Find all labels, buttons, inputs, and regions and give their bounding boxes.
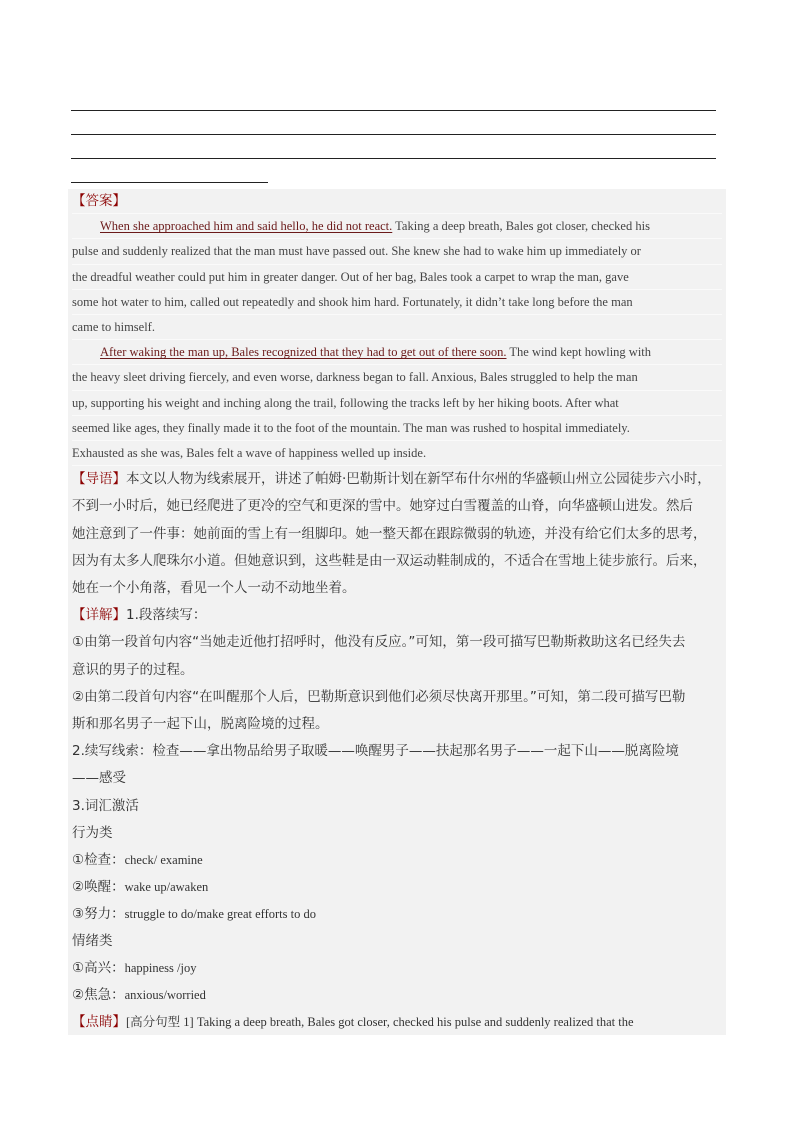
answer-p2-line — [72, 441, 722, 466]
action-heading: 行为类 — [72, 824, 113, 841]
guide-line: 因为有太多人爬珠尔小道。但她意识到，这些鞋是由一双运动鞋制成的，不适合在雪地上徒步旅行。后来， — [72, 552, 707, 569]
vocab-cn: ①高兴： — [72, 960, 125, 977]
vocab-cn: ②焦急： — [72, 987, 125, 1004]
answer-text: The wind kept howling with — [506, 345, 652, 360]
answer-text: the heavy sleet driving fiercely, and even worse, darkness began to fall. Anxious, Bales struggled to help the man — [72, 370, 638, 385]
guide-text: 本文以人物为线索展开，讲述了帕姆·巴勒斯计划在新罕布什尔州的华盛顿山州立公园徒步六小时， — [126, 471, 711, 488]
detail-tag: 【详解】 — [72, 607, 126, 624]
answer-p2-line — [72, 365, 722, 390]
vocab-cn: ②唤醒： — [72, 879, 125, 896]
vocab-en: check/ examine — [124, 853, 203, 868]
guide-tag: 【导语】 — [72, 471, 126, 488]
writing-line-4 — [71, 182, 268, 183]
answer-p1-line — [72, 239, 722, 264]
guide-line — [72, 466, 722, 493]
writing-line-3 — [71, 158, 716, 159]
highlight-line — [72, 1009, 722, 1035]
answer-text: the dreadful weather could put him in greater danger. Out of her bag, Bales took a carpet to wrap the man, gave — [72, 269, 629, 284]
clue-line: 2.续写线索：检查——拿出物品给男子取暖——唤醒男子——扶起那名男子——一起下山——脱离险境 — [72, 743, 679, 760]
guide-line: 她在一个小角落，看见一个人一动不动地坐着。 — [72, 580, 356, 597]
writing-line-1 — [71, 110, 716, 111]
detail-heading — [72, 602, 722, 629]
vocab-item — [72, 982, 722, 1009]
answer-p1-line — [72, 290, 722, 315]
highlight-text: [高分句型 1] Taking a deep breath, Bales got closer, checked his pulse and suddenly realized that the — [126, 1015, 634, 1030]
guide-line: 不到一小时后，她已经爬进了更冷的空气和更深的雪中。她穿过白雪覆盖的山脊，向华盛顿山进发。然后 — [72, 498, 693, 515]
answer-p1-line — [72, 315, 722, 340]
answer-p1-line — [72, 265, 722, 290]
answer-text: Exhausted as she was, Bales felt a wave of happiness welled up inside. — [72, 446, 427, 461]
answer-heading — [72, 189, 722, 214]
answer-text: pulse and suddenly realized that the man must have passed out. She knew she had to wake him up immediately or — [72, 244, 641, 259]
detail-p2-line: ②由第二段首句内容“在叫醒那个人后，巴勒斯意识到他们必须尽快离开那里。”可知，第二段可描写巴勒 — [72, 688, 686, 705]
detail-p1-line: 意识的男子的过程。 — [72, 661, 194, 678]
vocab-item — [72, 847, 722, 874]
answer-p2-opening: After waking the man up, Bales recognized that they had to get out of there soon. — [100, 345, 507, 360]
detail-heading-text: 1.段落续写： — [126, 607, 207, 624]
answer-p1-line — [72, 214, 722, 239]
vocab-en: wake up/awaken — [124, 880, 209, 895]
clue-line: ——感受 — [72, 770, 126, 787]
vocab-en: happiness /joy — [124, 961, 197, 976]
vocab-en: struggle to do/make great efforts to do — [124, 907, 316, 922]
writing-line-2 — [71, 134, 716, 135]
answer-p2-line — [72, 340, 722, 365]
answer-tag: 【答案】 — [72, 193, 126, 208]
answer-text: Taking a deep breath, Bales got closer, checked his — [392, 219, 650, 234]
vocab-cn: ①检查： — [72, 852, 125, 869]
answer-p2-line — [72, 416, 722, 441]
highlight-tag: 【点睛】 — [72, 1014, 126, 1031]
detail-p2-line: 斯和那名男子一起下山，脱离险境的过程。 — [72, 716, 329, 733]
guide-line: 她注意到了一件事：她前面的雪上有一组脚印。她一整天都在跟踪微弱的轨迹，并没有给它们太多的思考， — [72, 525, 707, 542]
answer-explanation-block — [68, 189, 726, 1035]
vocab-item — [72, 874, 722, 901]
emotion-heading: 情绪类 — [72, 933, 113, 950]
vocab-heading: 3.词汇激活 — [72, 797, 139, 814]
vocab-item — [72, 901, 722, 928]
vocab-item — [72, 955, 722, 982]
vocab-cn: ③努力： — [72, 906, 125, 923]
vocab-en: anxious/worried — [124, 988, 206, 1003]
answer-text: seemed like ages, they finally made it to the foot of the mountain. The man was rushed to hospital immediately. — [72, 420, 630, 435]
answer-text: came to himself. — [72, 320, 155, 335]
answer-p2-line — [72, 391, 722, 416]
answer-p1-opening: When she approached him and said hello, he did not react. — [100, 219, 393, 234]
answer-text: up, supporting his weight and inching along the trail, following the tracks left by her hiking boots. After what — [72, 395, 619, 410]
detail-p1-line: ①由第一段首句内容“当她走近他打招呼时，他没有反应。”可知，第一段可描写巴勒斯救助这名已经失去 — [72, 634, 686, 651]
answer-text: some hot water to him, called out repeatedly and shook him hard. Fortunately, it didn’t take long before the man — [72, 294, 633, 309]
